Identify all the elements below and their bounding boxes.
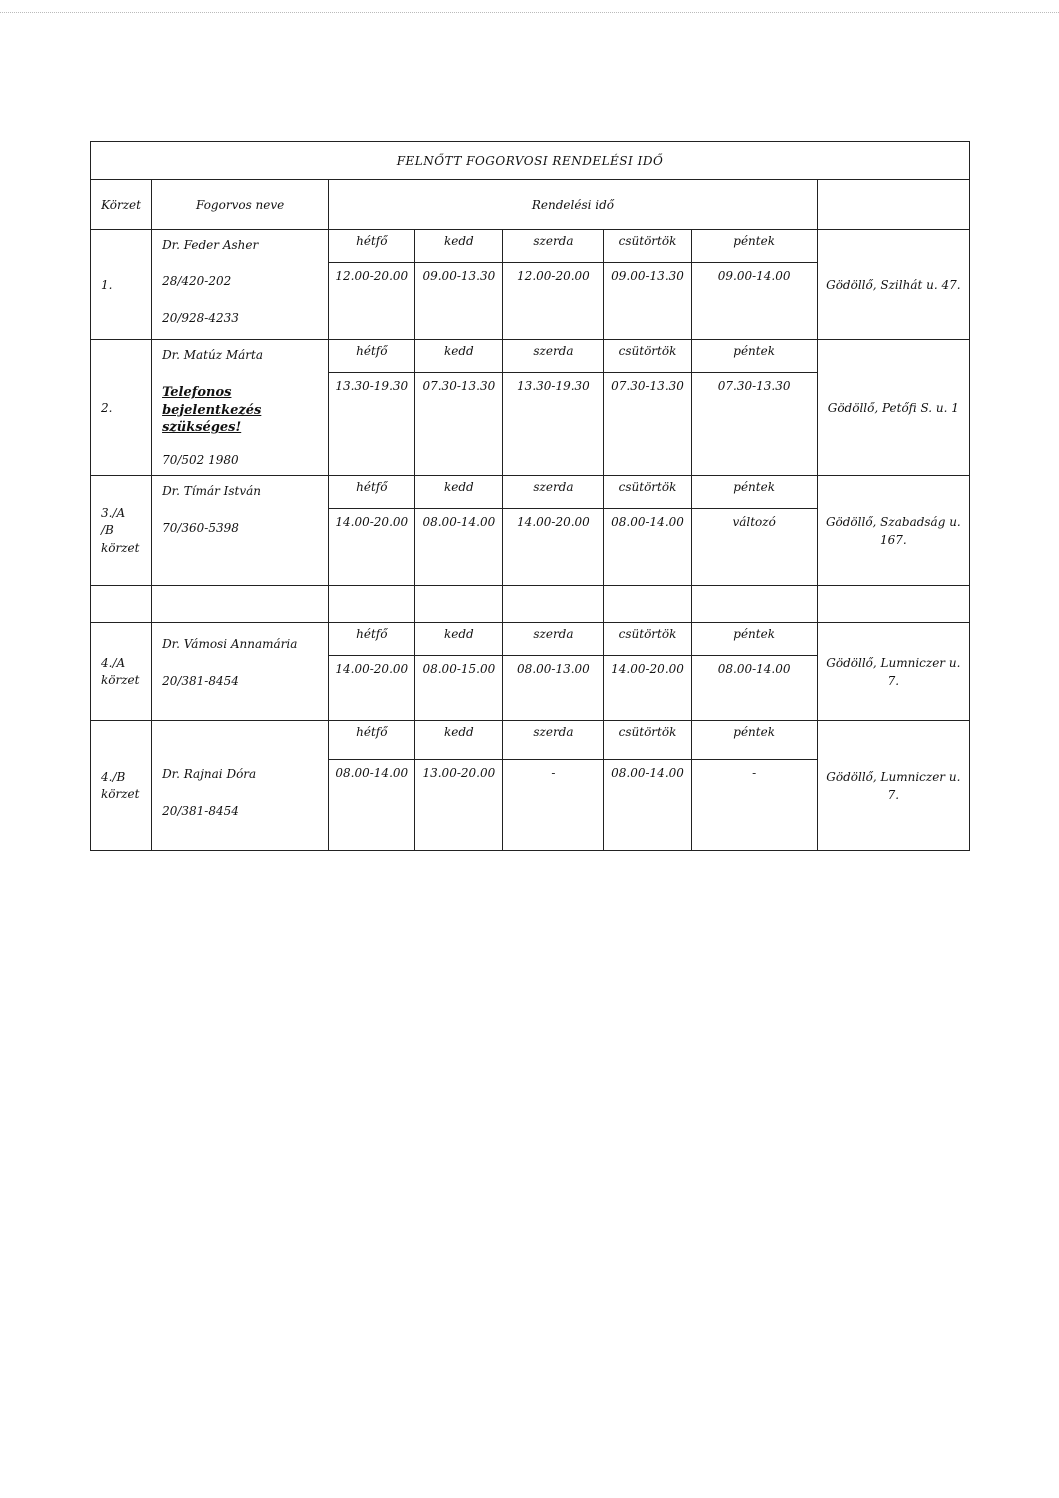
korzet-line: körzet [101,786,140,801]
address-cell: Gödöllő, Szabadság u. 167. [817,476,969,586]
time-value: 08.00-13.00 [517,662,590,677]
schedule-cell [503,721,604,851]
time-value: 09.00-13.30 [611,269,684,283]
doctor-cell [152,476,329,586]
schedule-cell [329,476,415,586]
day-label: szerda [503,476,603,509]
doctor-phone: 20/928-4233 [162,310,239,325]
schedule-cell [503,340,604,476]
doctor-phone: 70/360-5398 [162,520,239,535]
address-cell: Gödöllő, Lumniczer u. 7. [817,721,969,851]
korzet-cell [91,623,152,721]
korzet-line: körzet [101,540,140,555]
header-address [817,180,969,230]
schedule-cell [691,340,817,476]
time-value: 13.30-19.30 [335,379,409,393]
day-label: szerda [503,623,603,656]
day-label: péntek [692,623,817,656]
doctor-name: Dr. Rajnai Dóra [162,767,257,782]
korzet-cell: 2. [91,340,152,476]
day-label: kedd [415,721,502,760]
schedule-cell [329,721,415,851]
doctor-phone: 20/381-8454 [162,803,239,818]
schedule-cell [604,230,691,340]
header-rendelesi-ido: Rendelési idő [329,180,817,230]
time-value: 08.00-14.00 [611,766,684,781]
header-korzet: Körzet [91,180,152,230]
day-label: szerda [503,230,603,263]
doctor-phone: 28/420-202 [162,274,232,289]
doctor-name: Dr. Feder Asher [162,238,259,252]
time-value: 09.00-14.00 [717,269,791,283]
korzet-cell [91,721,152,851]
empty-row [91,586,970,623]
day-label: hétfő [329,721,414,760]
day-label: péntek [692,476,817,509]
day-label: kedd [415,340,502,373]
day-label: hétfő [329,476,414,509]
korzet-line: 3./A [101,505,126,520]
header-name: Fogorvos neve [152,180,329,230]
schedule-cell [329,623,415,721]
day-label: péntek [692,340,817,373]
table-title: FELNŐTT FOGORVOSI RENDELÉSI IDŐ [91,142,970,180]
empty-cell [604,586,691,623]
schedule-cell [415,230,503,340]
empty-cell [91,586,152,623]
time-value: 14.00-20.00 [335,662,409,677]
table-row [91,623,970,721]
time-value: 09.00-13.30 [422,269,496,283]
korzet-line: /B [101,523,114,538]
time-value: 12.00-20.00 [517,269,590,283]
schedule-cell [691,230,817,340]
korzet-cell: 1. [91,230,152,340]
day-label: szerda [503,340,603,373]
day-label: péntek [692,721,817,760]
empty-cell [503,586,604,623]
time-value: 07.30-13.30 [717,379,791,393]
day-label: kedd [415,623,502,656]
day-label: szerda [503,721,603,760]
time-value: 14.00-20.00 [517,515,590,530]
time-value: 07.30-13.30 [422,379,496,393]
schedule-cell [415,340,503,476]
schedule-cell [415,623,503,721]
address-cell: Gödöllő, Petőfi S. u. 1 [817,340,969,476]
day-label: hétfő [329,623,414,656]
schedule-cell [503,230,604,340]
empty-cell [415,586,503,623]
doctor-phone: 70/502 1980 [162,453,239,468]
empty-cell [817,586,969,623]
time-value: 14.00-20.00 [611,662,684,677]
schedule-cell [415,721,503,851]
time-value: - [551,766,556,781]
korzet-cell [91,476,152,586]
korzet-line: 4./B [101,769,126,784]
empty-cell [329,586,415,623]
doctor-phone: 20/381-8454 [162,673,239,688]
doctor-cell [152,340,329,476]
day-label: csütörtök [604,340,690,373]
header-row [91,180,970,230]
time-value: 14.00-20.00 [335,515,409,530]
korzet-line: 4./A [101,655,126,670]
day-label: csütörtök [604,721,690,760]
time-value: 08.00-14.00 [717,662,791,677]
schedule-cell [503,623,604,721]
empty-cell [152,586,329,623]
schedule-cell [604,340,691,476]
doctor-cell [152,230,329,340]
time-value: 08.00-14.00 [611,515,684,530]
scan-artifact-line [0,12,1059,14]
korzet-line: körzet [101,672,140,687]
doctor-cell [152,623,329,721]
time-value: 08.00-14.00 [335,766,409,781]
doctor-name: Dr. Vámosi Annamária [162,637,298,652]
empty-cell [691,586,817,623]
table-row [91,230,970,340]
table-row [91,340,970,476]
time-value: 07.30-13.30 [611,379,684,393]
day-label: csütörtök [604,230,690,263]
day-label: kedd [415,230,502,263]
schedule-cell [604,476,691,586]
time-value: - [752,766,757,781]
schedule-cell [691,721,817,851]
schedule-cell [415,476,503,586]
schedule-cell [691,476,817,586]
doctor-cell [152,721,329,851]
schedule-table [90,141,970,851]
schedule-cell [604,623,691,721]
title-row [91,142,970,180]
table-row [91,721,970,851]
time-value: változó [732,515,776,530]
table-row [91,476,970,586]
day-label: hétfő [329,230,414,263]
doctor-name: Dr. Tímár István [162,484,262,499]
time-value: 08.00-15.00 [422,662,496,677]
address-cell: Gödöllő, Szilhát u. 47. [817,230,969,340]
schedule-cell [604,721,691,851]
day-label: csütörtök [604,623,690,656]
doctor-name: Dr. Matúz Márta [162,348,264,362]
day-label: csütörtök [604,476,690,509]
schedule-cell [691,623,817,721]
address-cell: Gödöllő, Lumniczer u. 7. [817,623,969,721]
time-value: 13.00-20.00 [422,766,496,781]
day-label: péntek [692,230,817,263]
booking-note: Telefonos bejelentkezés szükséges! [162,385,262,436]
schedule-cell [329,340,415,476]
schedule-cell [503,476,604,586]
time-value: 08.00-14.00 [422,515,496,530]
schedule-cell [329,230,415,340]
time-value: 13.30-19.30 [517,379,590,393]
time-value: 12.00-20.00 [335,269,409,283]
day-label: kedd [415,476,502,509]
day-label: hétfő [329,340,414,373]
